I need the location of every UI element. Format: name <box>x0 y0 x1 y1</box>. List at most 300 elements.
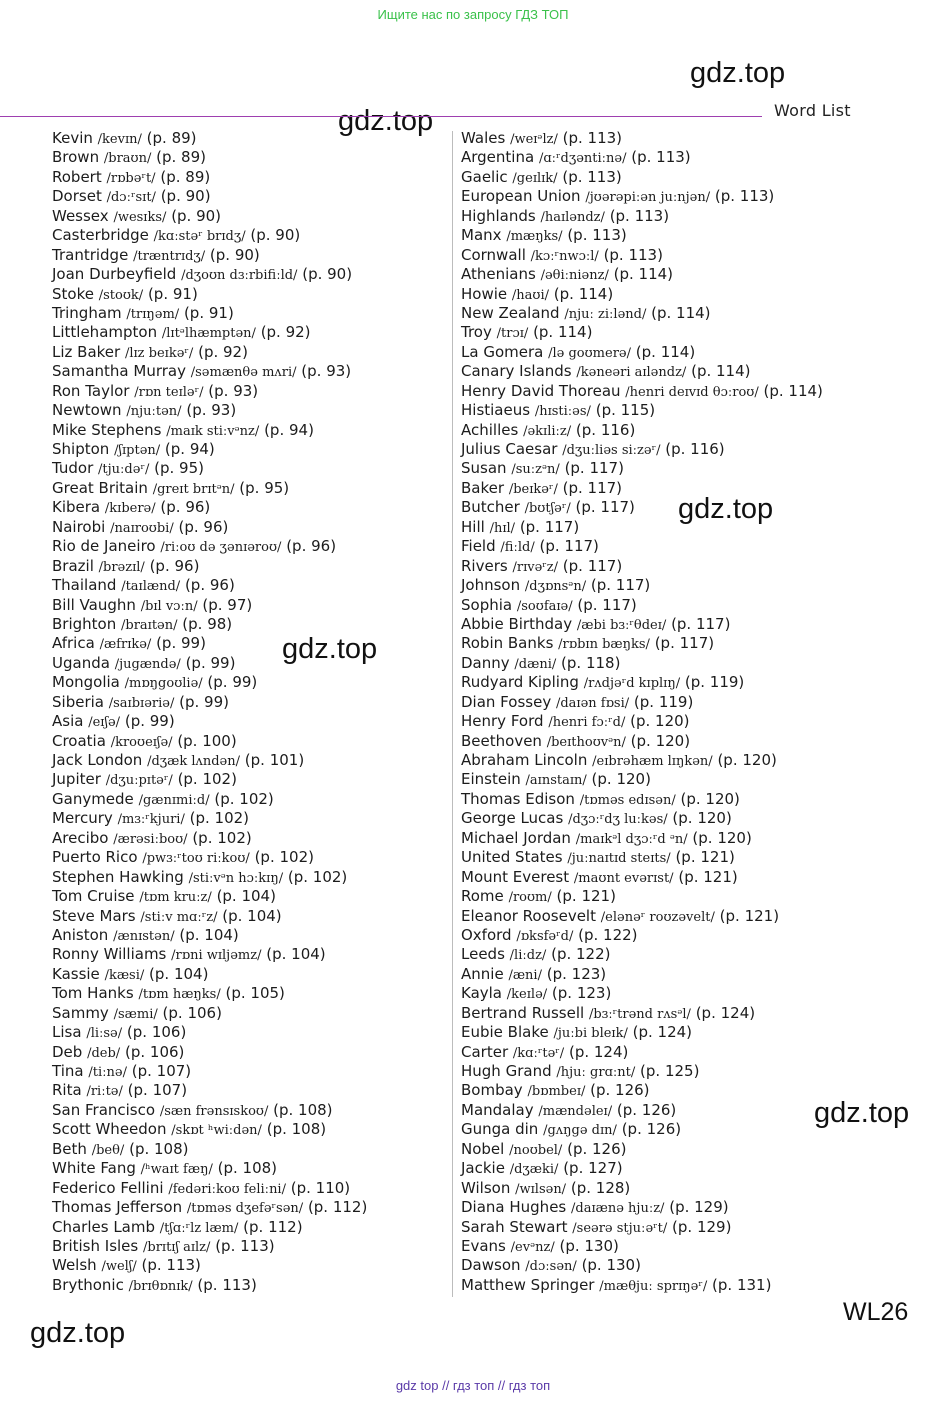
entry-page-ref: (p. 127) <box>563 1159 623 1178</box>
entry-page-ref: (p. 117) <box>671 614 731 633</box>
word-entry <box>461 576 941 595</box>
entry-word: Butcher <box>461 498 520 517</box>
entry-word: Nobel <box>461 1139 505 1158</box>
word-entry <box>52 887 448 906</box>
entry-word: Annie <box>461 964 504 983</box>
word-entry <box>52 285 448 304</box>
word-entry <box>461 615 941 634</box>
entry-word: Kayla <box>461 984 503 1003</box>
entry-transcription: /braʊn/ <box>103 151 152 167</box>
word-entry <box>52 1023 448 1042</box>
entry-word: Littlehampton <box>52 323 158 342</box>
entry-transcription: /mɒŋgoʊliə/ <box>124 676 203 692</box>
entry-page-ref: (p. 131) <box>712 1275 772 1294</box>
entry-page-ref: (p. 92) <box>260 323 311 342</box>
entry-transcription: /hɪstiːəs/ <box>534 404 591 420</box>
entry-transcription: /weɪᵊlz/ <box>510 132 558 147</box>
entry-word: Athenians <box>461 265 536 284</box>
entry-transcription: /daɪænə hjuːz/ <box>571 1201 665 1217</box>
entry-page-ref: (p. 119) <box>684 673 745 692</box>
word-entry <box>461 732 941 751</box>
entry-transcription: /wɪlsən/ <box>515 1181 567 1197</box>
entry-page-ref: (p. 117) <box>575 498 635 517</box>
entry-page-ref: (p. 91) <box>183 303 234 322</box>
entry-page-ref: (p. 90) <box>250 226 301 245</box>
entry-word: Matthew Springer <box>461 1275 595 1294</box>
word-entry <box>52 732 448 751</box>
word-entry <box>461 1276 941 1295</box>
entry-transcription: /jʊərəpiːən juːnjən/ <box>585 190 711 206</box>
word-entry <box>52 362 448 381</box>
word-entry <box>461 168 941 187</box>
entry-word: Puerto Rico <box>52 848 138 867</box>
entry-word: Sammy <box>52 1003 109 1022</box>
entry-page-ref: (p. 104) <box>222 906 282 925</box>
entry-page-ref: (p. 113) <box>141 1256 201 1275</box>
entry-word: Ganymede <box>52 789 134 808</box>
entry-transcription: /rɪvəʳz/ <box>512 559 559 575</box>
entry-word: Rivers <box>461 556 508 575</box>
entry-transcription: /saɪbɪəriə/ <box>108 695 175 711</box>
entry-word: Eubie Blake <box>461 1023 549 1042</box>
entry-transcription: /naɪroʊbi/ <box>110 520 174 536</box>
entry-word: Mount Everest <box>461 867 570 886</box>
entry-transcription: /stiːvᵊn hɔːkɪŋ/ <box>188 870 284 886</box>
entry-page-ref: (p. 96) <box>286 537 337 556</box>
entry-word: Bill Vaughn <box>52 595 136 614</box>
entry-word: Mongolia <box>52 673 120 692</box>
entry-transcription: /kroʊeɪʃə/ <box>110 734 173 750</box>
word-entry <box>461 887 941 906</box>
word-entry <box>52 712 448 731</box>
word-entry <box>52 654 448 673</box>
entry-page-ref: (p. 129) <box>672 1217 732 1236</box>
word-entry <box>52 479 448 498</box>
entry-page-ref: (p. 102) <box>214 789 274 808</box>
entry-word: Brown <box>52 148 100 167</box>
entry-word: Tudor <box>52 459 94 478</box>
entry-word: Henry David Thoreau <box>461 381 621 400</box>
entry-word: Wales <box>461 129 506 147</box>
entry-transcription: /əkɪliːz/ <box>523 423 572 439</box>
entry-transcription: /liːsə/ <box>86 1026 123 1042</box>
word-entry <box>52 693 448 712</box>
word-entry <box>461 421 941 440</box>
entry-word: New Zealand <box>461 303 560 322</box>
entry-word: White Fang <box>52 1159 136 1178</box>
word-entry <box>461 945 941 964</box>
word-entry <box>52 265 448 284</box>
entry-word: Dawson <box>461 1256 521 1275</box>
word-entry <box>52 401 448 420</box>
word-entry <box>461 1081 941 1100</box>
entry-transcription: /brɪθɒnɪk/ <box>128 1278 193 1294</box>
entry-page-ref: (p. 113) <box>567 226 627 245</box>
entry-transcription: /tɒm hæŋks/ <box>138 987 221 1003</box>
entry-word: Stephen Hawking <box>52 867 184 886</box>
word-entry <box>461 1256 941 1275</box>
entry-page-ref: (p. 102) <box>254 848 314 867</box>
entry-page-ref: (p. 106) <box>126 1023 187 1042</box>
entry-word: Shipton <box>52 440 110 458</box>
entry-page-ref: (p. 100) <box>177 731 237 750</box>
entry-word: Scott Wheedon <box>52 1120 167 1139</box>
entry-page-ref: (p. 113) <box>603 245 663 264</box>
entry-word: Howie <box>461 284 508 303</box>
word-entry <box>461 1043 941 1062</box>
word-entry <box>52 673 448 692</box>
word-entry <box>52 576 448 595</box>
entry-transcription: /dʒoʊn dɜːrbifiːld/ <box>181 268 298 284</box>
word-entry <box>52 129 448 148</box>
entry-word: Brighton <box>52 614 117 633</box>
word-entry <box>461 498 941 517</box>
entry-word: Baker <box>461 478 505 497</box>
word-entry <box>461 1140 941 1159</box>
word-entry <box>461 440 941 459</box>
header-title: Word List <box>774 101 851 120</box>
entry-page-ref: (p. 108) <box>273 1100 333 1119</box>
entry-word: United States <box>461 848 563 867</box>
word-entry <box>52 1081 448 1100</box>
entry-word: Welsh <box>52 1256 97 1275</box>
entry-page-ref: (p. 124) <box>695 1003 756 1022</box>
entry-transcription: /tjuːdəʳ/ <box>98 462 150 478</box>
entry-word: Jupiter <box>52 770 101 789</box>
entry-transcription: /lə goʊmerə/ <box>548 345 631 361</box>
word-entry <box>461 187 941 206</box>
word-entry <box>461 907 941 926</box>
entry-word: Tom Hanks <box>52 984 134 1003</box>
entry-transcription: /evᵊnz/ <box>510 1239 555 1255</box>
entry-word: Dorset <box>52 187 102 206</box>
word-entry <box>461 790 941 809</box>
entry-transcription: /henri deɪvɪd θɔːroʊ/ <box>625 384 759 400</box>
entry-transcription: /kevɪn/ <box>97 132 142 147</box>
entry-transcription: /riːoʊ də ʒənɪəroʊ/ <box>160 540 282 556</box>
entry-transcription: /haʊi/ <box>511 287 550 303</box>
entry-word: Thomas Jefferson <box>52 1198 183 1217</box>
entry-page-ref: (p. 93) <box>301 362 352 381</box>
entry-page-ref: (p. 99) <box>124 712 175 731</box>
column-divider <box>452 131 453 1297</box>
entry-page-ref: (p. 117) <box>519 517 580 536</box>
entry-transcription: /ɒksfəʳd/ <box>516 928 574 944</box>
word-entry <box>461 1159 941 1178</box>
entry-page-ref: (p. 120) <box>692 828 752 847</box>
entry-word: Joan Durbeyfield <box>52 265 177 284</box>
entry-word: Wilson <box>461 1178 511 1197</box>
entry-word: Siberia <box>52 692 104 711</box>
entry-word: Susan <box>461 459 507 478</box>
word-entry <box>52 440 448 459</box>
entry-transcription: /dʒɔːʳdʒ luːkəs/ <box>568 812 668 828</box>
word-entry <box>461 1120 941 1139</box>
entry-transcription: /stiːv mɑːʳz/ <box>140 909 218 925</box>
word-list-right-column <box>461 129 941 1295</box>
entry-page-ref: (p. 120) <box>717 751 777 769</box>
top-banner-link[interactable]: Ищите нас по запросу ГДЗ ТОП <box>377 7 569 22</box>
entry-word: Mercury <box>52 809 113 828</box>
entry-page-ref: (p. 121) <box>556 887 616 906</box>
entry-word: Abraham Lincoln <box>461 751 588 769</box>
word-entry <box>52 965 448 984</box>
word-entry <box>461 304 941 323</box>
word-entry <box>52 770 448 789</box>
entry-word: Thomas Edison <box>461 789 575 808</box>
entry-page-ref: (p. 89) <box>146 129 197 147</box>
entry-word: Africa <box>52 634 95 653</box>
entry-word: Beth <box>52 1139 87 1158</box>
entry-word: Michael Jordan <box>461 828 571 847</box>
word-entry <box>461 246 941 265</box>
entry-word: Kassie <box>52 964 100 983</box>
entry-page-ref: (p. 112) <box>307 1198 368 1217</box>
entry-transcription: /liːdz/ <box>509 948 547 964</box>
entry-page-ref: (p. 118) <box>561 653 621 672</box>
entry-transcription: /beɪthoʊvᵊn/ <box>546 734 626 750</box>
entry-transcription: /greɪt brɪtᵊn/ <box>152 481 235 497</box>
entry-word: Mike Stephens <box>52 420 162 439</box>
entry-transcription: /eɪʃə/ <box>88 715 121 731</box>
entry-page-ref: (p. 108) <box>266 1120 327 1139</box>
entry-transcription: /tʃɑːʳlz læm/ <box>159 1220 239 1236</box>
entry-word: Tringham <box>52 303 122 322</box>
entry-word: Henry Ford <box>461 712 544 731</box>
entry-word: Bertrand Russell <box>461 1003 585 1022</box>
entry-transcription: /dʒæk lʌndən/ <box>147 754 241 769</box>
entry-transcription: /njuː ziːlənd/ <box>564 306 647 322</box>
entry-word: Brythonic <box>52 1275 124 1294</box>
entry-word: Deb <box>52 1042 83 1061</box>
entry-page-ref: (p. 102) <box>192 828 252 847</box>
entry-word: Eleanor Roosevelt <box>461 906 596 925</box>
entry-transcription: /beɪkəʳ/ <box>508 481 558 497</box>
entry-transcription: /æbi bɜːʳθdeɪ/ <box>576 617 667 633</box>
entry-transcription: /seərə stjuːəʳt/ <box>572 1220 668 1236</box>
entry-transcription: /kɪberə/ <box>104 501 156 517</box>
entry-page-ref: (p. 114) <box>691 362 751 381</box>
word-entry <box>461 1062 941 1081</box>
watermark-mid-left: gdz.top <box>282 633 378 665</box>
entry-word: Carter <box>461 1042 509 1061</box>
entry-page-ref: (p. 126) <box>590 1081 650 1100</box>
word-entry <box>52 168 448 187</box>
entry-transcription: /ænɪstən/ <box>113 928 175 944</box>
word-entry <box>52 1237 448 1256</box>
entry-word: Evans <box>461 1236 506 1255</box>
word-entry <box>52 1218 448 1237</box>
word-entry <box>52 323 448 342</box>
entry-word: Kevin <box>52 129 93 147</box>
entry-transcription: /fiːld/ <box>500 540 535 556</box>
entry-page-ref: (p. 122) <box>578 925 638 944</box>
word-entry <box>461 712 941 731</box>
entry-word: Samantha Murray <box>52 362 186 381</box>
entry-page-ref: (p. 122) <box>551 945 611 964</box>
entry-word: Robert <box>52 167 102 186</box>
entry-page-ref: (p. 117) <box>564 459 624 478</box>
entry-transcription: /mæθjuː sprɪŋəʳ/ <box>599 1278 708 1294</box>
word-entry <box>461 285 941 304</box>
entry-page-ref: (p. 121) <box>719 906 780 925</box>
entry-transcription: /əθiːniənz/ <box>540 268 609 284</box>
entry-word: Croatia <box>52 731 106 750</box>
entry-page-ref: (p. 128) <box>570 1178 631 1197</box>
entry-word: Highlands <box>461 206 536 225</box>
entry-word: Mandalay <box>461 1100 534 1119</box>
entry-page-ref: (p. 104) <box>149 964 209 983</box>
entry-transcription: /daɪən fɒsi/ <box>555 695 630 711</box>
word-entry <box>52 518 448 537</box>
word-entry <box>461 401 941 420</box>
entry-page-ref: (p. 125) <box>640 1062 700 1080</box>
entry-transcription: /brəzɪl/ <box>98 559 145 575</box>
word-entry <box>461 1023 941 1042</box>
entry-transcription: /mɜːʳkjuri/ <box>117 812 185 828</box>
word-entry <box>461 323 941 342</box>
entry-page-ref: (p. 106) <box>124 1042 185 1061</box>
entry-word: Achilles <box>461 420 519 439</box>
entry-page-ref: (p. 93) <box>208 381 259 400</box>
entry-word: Casterbridge <box>52 226 149 245</box>
entry-page-ref: (p. 90) <box>171 206 222 225</box>
entry-word: Wessex <box>52 206 109 225</box>
entry-transcription: /welʃ/ <box>101 1259 137 1275</box>
entry-word: Rudyard Kipling <box>461 673 579 692</box>
word-entry <box>52 148 448 167</box>
word-entry <box>52 1101 448 1120</box>
entry-transcription: /bʊtʃəʳ/ <box>524 501 571 517</box>
word-entry <box>461 693 941 712</box>
footer-links[interactable]: gdz top // гдз топ // гдз топ <box>395 1378 551 1393</box>
entry-page-ref: (p. 95) <box>154 459 204 478</box>
word-entry <box>52 1198 448 1217</box>
entry-transcription: /mændəleɪ/ <box>538 1103 613 1119</box>
entry-word: Sophia <box>461 595 513 614</box>
entry-page-ref: (p. 98) <box>182 614 233 633</box>
entry-page-ref: (p. 117) <box>590 576 651 595</box>
word-entry <box>52 1062 448 1081</box>
entry-transcription: /hjuː grɑːnt/ <box>556 1065 636 1080</box>
entry-transcription: /dʒæki/ <box>509 1162 559 1178</box>
word-entry <box>461 751 941 770</box>
entry-page-ref: (p. 108) <box>129 1139 189 1158</box>
entry-page-ref: (p. 126) <box>616 1100 677 1119</box>
entry-page-ref: (p. 123) <box>551 984 612 1003</box>
word-entry <box>461 557 941 576</box>
entry-word: Troy <box>461 323 492 342</box>
word-entry <box>52 557 448 576</box>
entry-word: Stoke <box>52 284 94 303</box>
entry-word: Ronny Williams <box>52 945 167 964</box>
word-entry <box>52 498 448 517</box>
entry-word: European Union <box>461 187 581 206</box>
entry-word: Abbie Birthday <box>461 614 573 633</box>
entry-transcription: /suːzᵊn/ <box>511 462 560 478</box>
entry-transcription: /gʌŋgə dɪn/ <box>543 1123 617 1139</box>
entry-page-ref: (p. 126) <box>621 1120 682 1139</box>
entry-transcription: /maɪk stiːvᵊnz/ <box>166 423 260 439</box>
entry-transcription: /dʒuːpɪtəʳ/ <box>105 773 173 789</box>
entry-word: Rome <box>461 887 504 906</box>
word-entry <box>461 596 941 615</box>
entry-word: Ron Taylor <box>52 381 130 400</box>
entry-page-ref: (p. 115) <box>595 401 656 420</box>
word-entry <box>461 1179 941 1198</box>
entry-page-ref: (p. 107) <box>131 1062 192 1080</box>
entry-word: Liz Baker <box>52 342 121 361</box>
word-entry <box>461 848 941 867</box>
word-entry <box>461 926 941 945</box>
watermark-top-right: gdz.top <box>690 57 786 89</box>
word-entry <box>461 518 941 537</box>
entry-transcription: /soʊfaɪə/ <box>516 598 573 614</box>
entry-transcription: /pwɜːʳtoʊ riːkoʊ/ <box>142 851 250 867</box>
entry-page-ref: (p. 94) <box>164 440 215 458</box>
word-entry <box>52 751 448 770</box>
entry-page-ref: (p. 129) <box>669 1198 729 1217</box>
entry-page-ref: (p. 121) <box>678 867 738 886</box>
entry-page-ref: (p. 89) <box>160 167 211 186</box>
entry-page-ref: (p. 124) <box>568 1042 629 1061</box>
word-entry <box>461 129 941 148</box>
entry-page-ref: (p. 120) <box>591 770 651 789</box>
entry-transcription: /trɪŋəm/ <box>126 306 180 322</box>
entry-page-ref: (p. 120) <box>680 789 740 808</box>
entry-word: Beethoven <box>461 731 542 750</box>
entry-transcription: /æni/ <box>508 967 542 983</box>
entry-transcription: /bɒmbeɪ/ <box>527 1084 586 1100</box>
entry-transcription: /njuːtən/ <box>126 404 182 420</box>
entry-word: Julius Caesar <box>461 440 558 458</box>
word-entry <box>52 1043 448 1062</box>
entry-page-ref: (p. 120) <box>672 809 732 828</box>
entry-transcription: /braɪtən/ <box>121 617 178 633</box>
entry-page-ref: (p. 113) <box>562 167 622 186</box>
entry-transcription: /rɒni wɪljəmz/ <box>171 948 262 964</box>
entry-word: Dian Fossey <box>461 692 552 711</box>
word-entry <box>52 848 448 867</box>
entry-page-ref: (p. 94) <box>264 420 314 439</box>
word-entry <box>461 1198 941 1217</box>
entry-page-ref: (p. 99) <box>185 653 236 672</box>
entry-transcription: /sæn frənsɪskoʊ/ <box>159 1103 269 1119</box>
entry-word: Danny <box>461 653 510 672</box>
entry-word: Johnson <box>461 576 521 595</box>
entry-word: Brazil <box>52 556 94 575</box>
word-entry <box>52 343 448 362</box>
entry-transcription: /tɒməs dʒefəʳsən/ <box>186 1201 304 1217</box>
word-entry <box>52 537 448 556</box>
word-entry <box>461 1101 941 1120</box>
entry-transcription: /taɪlænd/ <box>121 579 181 595</box>
word-entry <box>52 829 448 848</box>
word-entry <box>461 770 941 789</box>
entry-page-ref: (p. 96) <box>178 517 229 536</box>
entry-page-ref: (p. 90) <box>302 265 353 284</box>
entry-page-ref: (p. 106) <box>162 1003 222 1022</box>
entry-word: Canary Islands <box>461 362 572 381</box>
entry-page-ref: (p. 114) <box>635 342 696 361</box>
word-entry <box>461 459 941 478</box>
word-entry <box>461 829 941 848</box>
entry-transcription: /træntrɪdʒ/ <box>133 248 206 264</box>
entry-page-ref: (p. 124) <box>632 1023 693 1042</box>
entry-transcription: /dʒɒnsᵊn/ <box>524 579 587 595</box>
entry-transcription: /dɔːʳsɪt/ <box>106 190 156 206</box>
entry-transcription: /ʰwaɪt fæŋ/ <box>140 1162 213 1178</box>
